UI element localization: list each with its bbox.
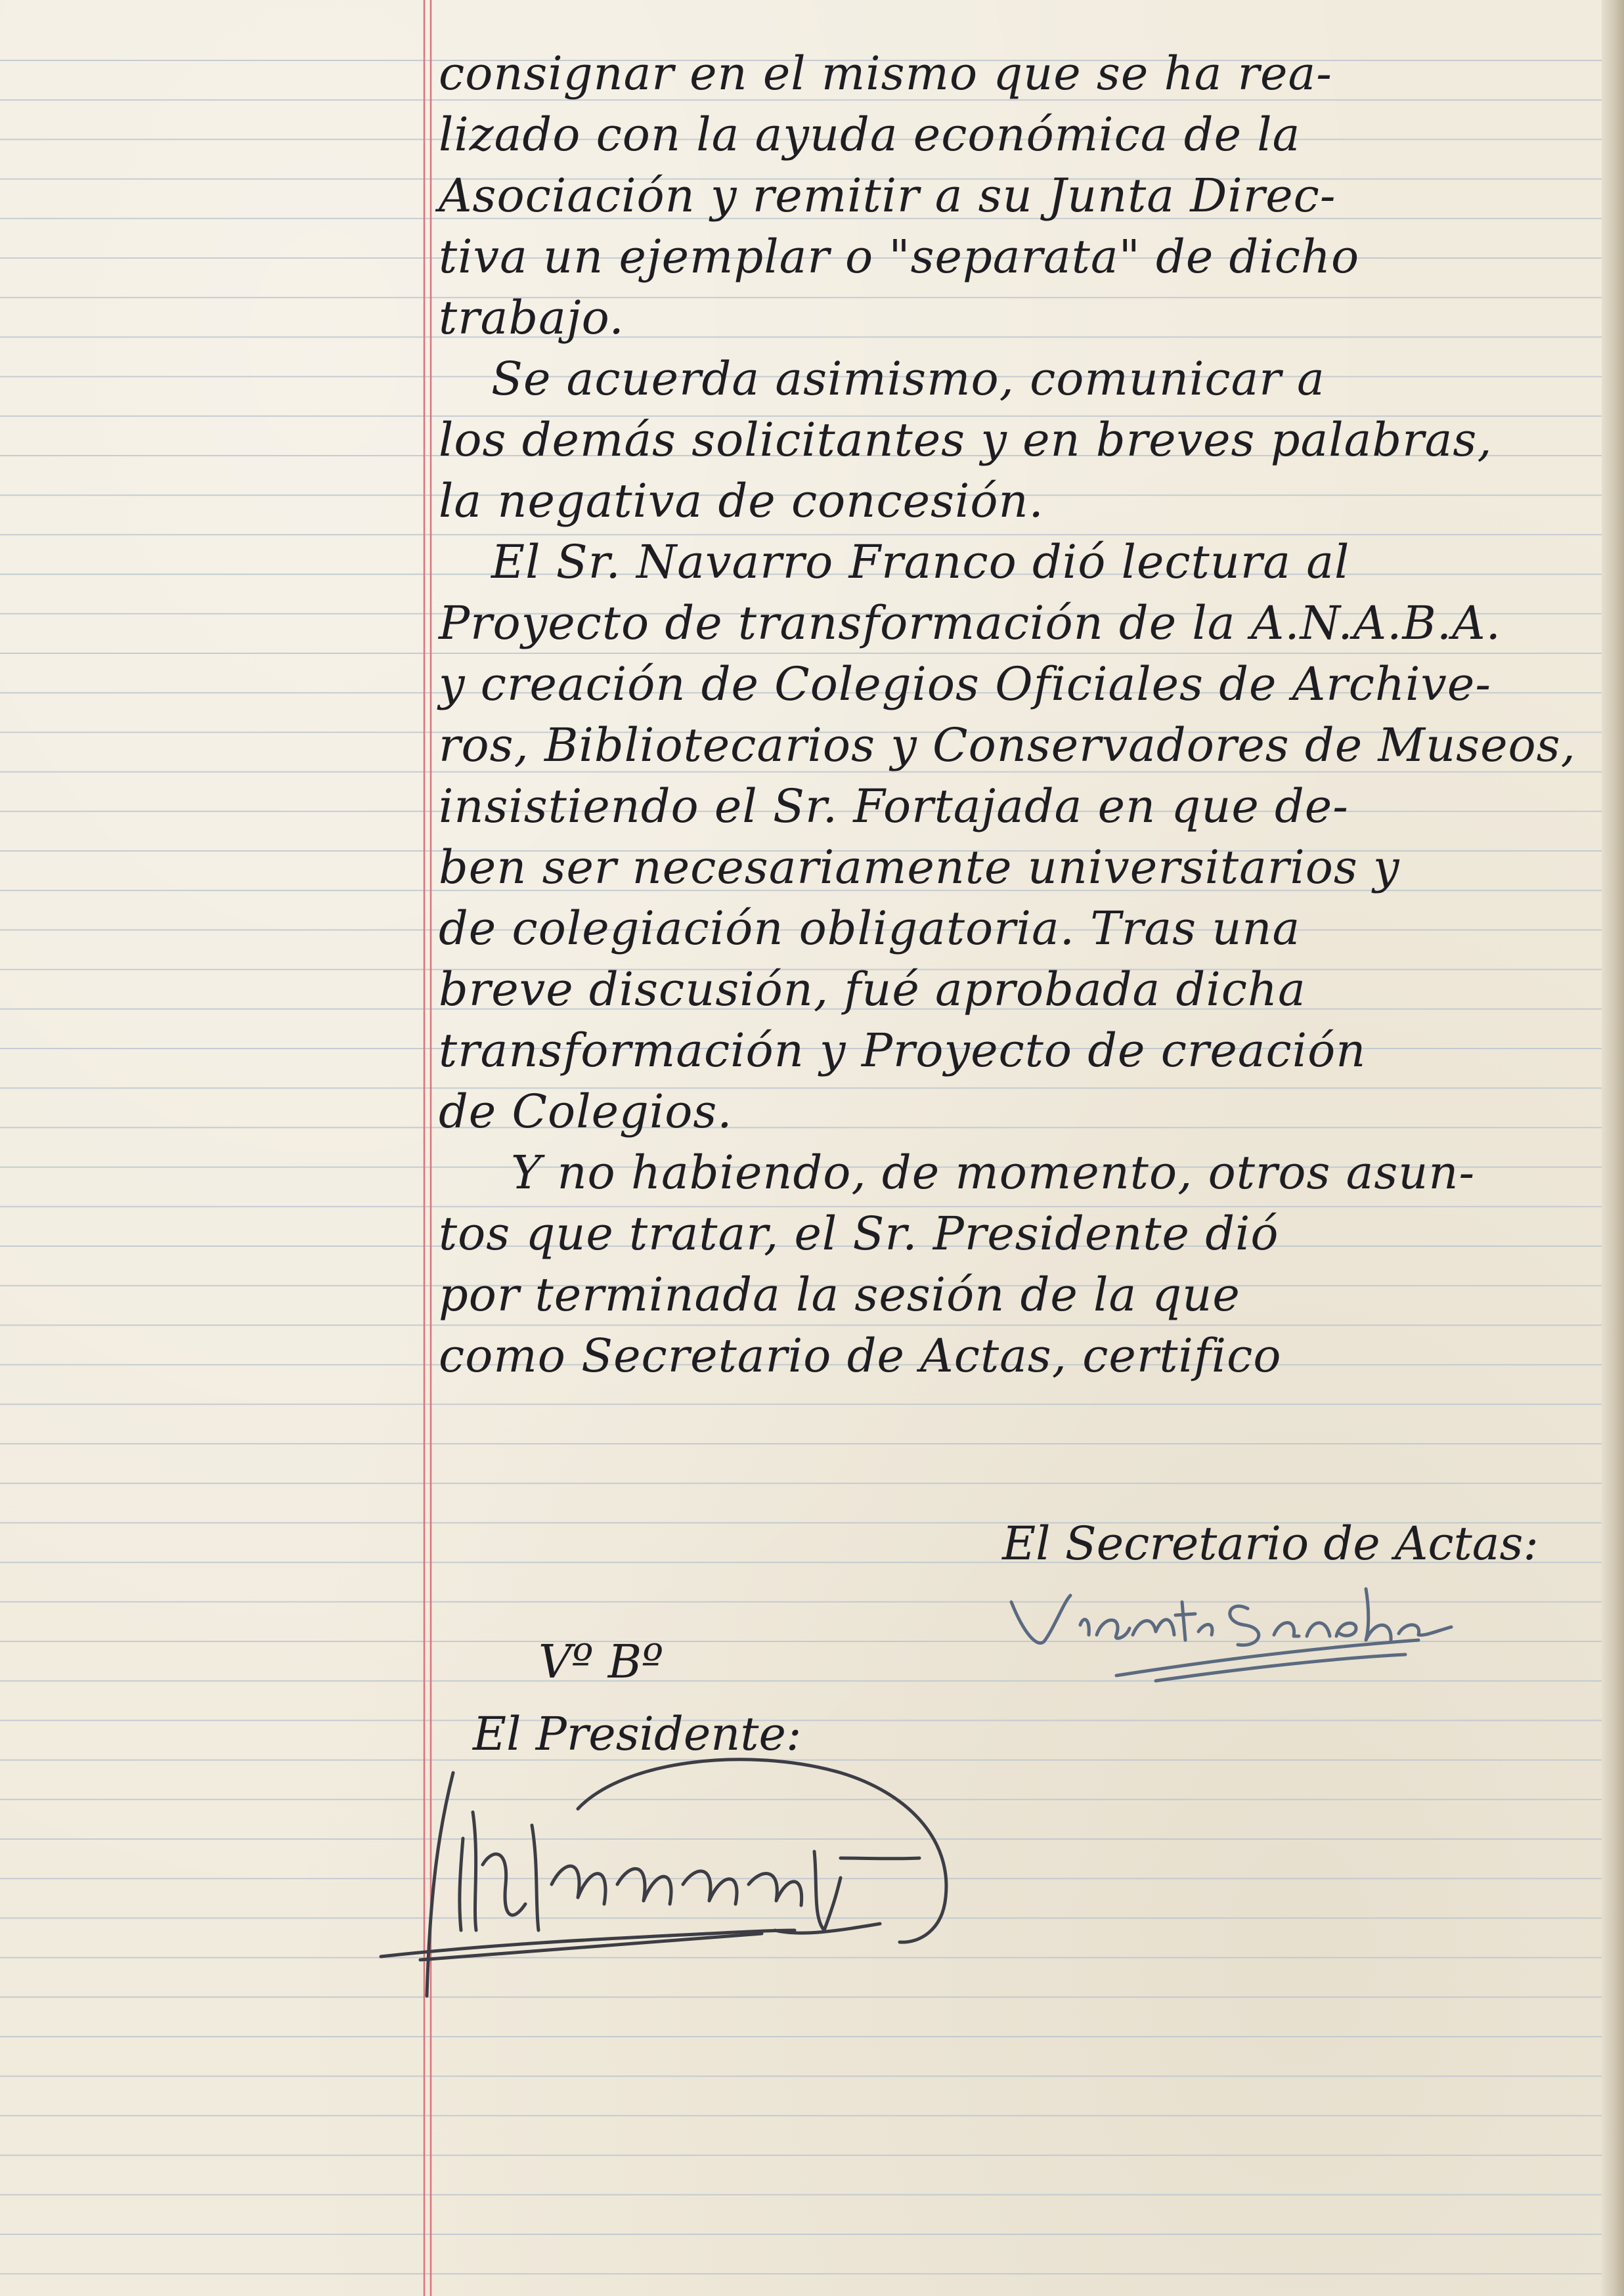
page-binding-edge [1602,0,1624,2296]
secretary-closing-title: El Secretario de Actas: [1002,1517,1539,1570]
text-line: de Colegios. [439,1085,733,1138]
text-line: lizado con la ayuda económica de la [439,108,1301,162]
text-line: Proyecto de transformación de la A.N.A.B.A. [439,596,1501,650]
text-line: por terminada la sesión de la que [439,1268,1240,1322]
text-line: El Sr. Navarro Franco dió lectura al [491,535,1350,589]
vobo-mark: Vº Bº [538,1635,664,1689]
text-line: ben ser necesariamente universitarios y [439,840,1400,894]
text-line: Se acuerda asimismo, comunicar a [491,352,1325,406]
text-line: breve discusión, fué aprobada dicha [439,963,1306,1016]
text-line: tos que tratar, el Sr. Presidente dió [439,1207,1279,1261]
text-line: ros, Bibliotecarios y Conservadores de Museos, [439,718,1576,772]
president-signature [341,1733,1051,2009]
president-title: El Presidente: [473,1707,802,1761]
text-line: Asociación y remitir a su Junta Direc- [439,169,1336,223]
text-line: insistiendo el Sr. Fortajada en que de- [439,779,1349,833]
secretary-signature [998,1563,1471,1700]
text-line: de colegiación obligatoria. Tras una [439,901,1301,955]
text-line: tiva un ejemplar o "separata" de dicho [439,230,1360,284]
text-line: consignar en el mismo que se ha rea- [439,47,1332,100]
text-line: y creación de Colegios Oficiales de Archive- [439,657,1492,711]
handwritten-text-block [439,43,1576,1387]
text-line: trabajo. [439,291,625,345]
text-line: como Secretario de Actas, certifico [439,1329,1282,1383]
text-line: transformación y Proyecto de creación [439,1024,1367,1077]
text-line: los demás solicitantes y en breves palabras, [439,413,1493,467]
text-line: la negativa de concesión. [439,474,1044,528]
text-line: Y no habiendo, de momento, otros asun- [511,1146,1476,1200]
